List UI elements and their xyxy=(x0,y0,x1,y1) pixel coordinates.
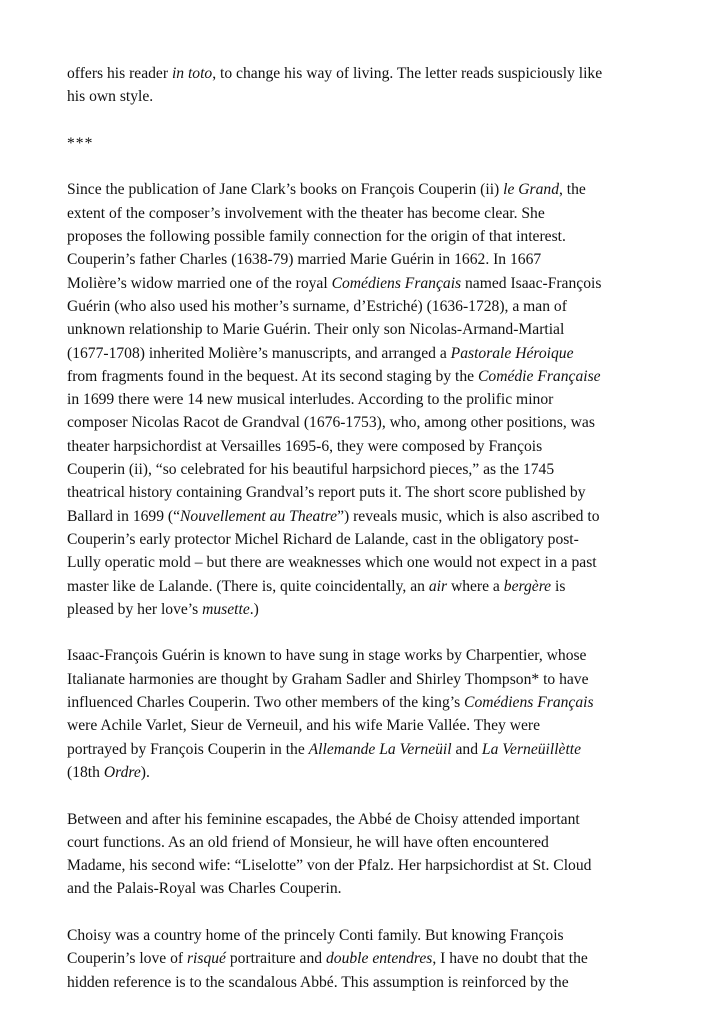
paragraph xyxy=(67,808,647,901)
text-segment: court functions. As an old friend of Monsieur, he will have often encountered xyxy=(67,833,549,851)
text-line xyxy=(67,248,647,271)
text-segment: influenced Charles Couperin. Two other members of the king’s xyxy=(67,694,465,712)
text-line xyxy=(67,575,647,598)
text-segment: Couperin’s early protector Michel Richard de Lalande, cast in the obligatory post- xyxy=(67,530,579,548)
text-segment: Couperin (ii), “so celebrated for his beautiful harpsichord pieces,” as the 1745 xyxy=(67,461,555,479)
text-segment: named Isaac-François xyxy=(461,274,602,292)
text-segment: Between and after his feminine escapades, the Abbé de Choisy attended important xyxy=(67,810,580,828)
text-line xyxy=(67,854,647,877)
text-line xyxy=(67,505,647,528)
text-line xyxy=(67,738,647,761)
italic-text: risqué xyxy=(186,950,226,968)
italic-text: Comédie Française xyxy=(478,367,601,385)
text-segment: theatrical history containing Grandval’s report puts it. The short score published by xyxy=(67,484,586,502)
italic-text: double entendres xyxy=(325,950,433,968)
text-segment: Madame, his second wife: “Liselotte” von der Pfalz. Her harpsichordist at St. Cloud xyxy=(67,857,592,875)
text-segment: were Achile Varlet, Sieur de Verneuil, and his wife Marie Vallée. They were xyxy=(67,717,540,735)
paragraph xyxy=(67,62,647,109)
text-line xyxy=(67,691,647,714)
text-segment: *** xyxy=(67,134,94,152)
text-segment: , I have no doubt that the xyxy=(432,950,588,968)
document-page xyxy=(67,62,647,1017)
italic-text: Nouvellement au Theatre xyxy=(180,507,338,525)
text-line xyxy=(67,924,647,947)
text-line xyxy=(67,411,647,434)
italic-text: Pastorale Héroique xyxy=(450,344,574,362)
text-line xyxy=(67,714,647,737)
text-line xyxy=(67,318,647,341)
text-segment: Molière’s widow married one of the royal xyxy=(67,274,332,292)
text-segment: his own style. xyxy=(67,88,154,106)
text-line xyxy=(67,947,647,970)
italic-text: le Grand xyxy=(503,181,559,199)
paragraph xyxy=(67,924,647,994)
text-segment: Couperin’s love of xyxy=(67,950,187,968)
text-segment: in 1699 there were 14 new musical interludes. According to the prolific minor xyxy=(67,391,554,409)
text-line xyxy=(67,132,647,155)
text-line xyxy=(67,761,647,784)
text-line xyxy=(67,831,647,854)
text-segment: offers his reader xyxy=(67,65,172,82)
text-segment: , to change his way of living. The letter reads suspiciously like xyxy=(212,65,603,82)
text-segment: composer Nicolas Racot de Grandval (1676-1753), who, among other positions, was xyxy=(67,414,595,432)
italic-text: Comédiens Français xyxy=(331,274,462,292)
text-segment: portrayed by François Couperin in the xyxy=(67,740,309,758)
italic-text: Ordre xyxy=(103,763,141,781)
paragraph xyxy=(67,644,647,784)
text-segment: Since the publication of Jane Clark’s books on François Couperin (ii) xyxy=(67,181,504,199)
text-segment: from fragments found in the bequest. At its second staging by the xyxy=(67,367,478,385)
text-line xyxy=(67,342,647,365)
italic-text: Allemande La Verneüil xyxy=(308,740,452,758)
text-segment: .) xyxy=(249,600,259,618)
text-line xyxy=(67,388,647,411)
text-segment: theater harpsichordist at Versailles 1695-6, they were composed by François xyxy=(67,437,543,455)
text-line xyxy=(67,668,647,691)
text-line xyxy=(67,644,647,667)
text-segment: (1677-1708) inherited Molière’s manuscripts, and arranged a xyxy=(67,344,451,362)
text-line xyxy=(67,481,647,504)
text-segment: and the Palais-Royal was Charles Couperin. xyxy=(67,880,342,898)
text-segment: extent of the composer’s involvement with the theater has become clear. She xyxy=(67,204,545,222)
text-segment: Ballard in 1699 (“ xyxy=(67,507,181,525)
text-line xyxy=(67,272,647,295)
italic-text: La Verneüillètte xyxy=(481,740,582,758)
text-line xyxy=(67,971,647,994)
text-line xyxy=(67,85,647,108)
italic-text: musette xyxy=(202,600,250,618)
text-segment: Choisy was a country home of the princely Conti family. But knowing François xyxy=(67,926,564,944)
text-segment: ”) reveals music, which is also ascribed to xyxy=(337,507,600,525)
italic-text: air xyxy=(428,577,448,595)
text-line xyxy=(67,62,647,85)
text-line xyxy=(67,365,647,388)
text-line xyxy=(67,528,647,551)
text-segment: hidden reference is to the scandalous Abbé. This assumption is reinforced by the xyxy=(67,973,569,991)
italic-text: bergère xyxy=(503,577,552,595)
paragraph xyxy=(67,178,647,621)
text-line xyxy=(67,435,647,458)
text-segment: Italianate harmonies are thought by Graham Sadler and Shirley Thompson* to have xyxy=(67,670,589,688)
italic-text: Comédiens Français xyxy=(464,694,594,712)
text-segment: Isaac-François Guérin is known to have sung in stage works by Charpentier, whose xyxy=(67,647,587,665)
text-line xyxy=(67,295,647,318)
text-segment: Lully operatic mold – but there are weaknesses which one would not expect in a past xyxy=(67,554,597,572)
italic-text: in toto xyxy=(171,65,213,82)
text-line xyxy=(67,458,647,481)
text-line xyxy=(67,178,647,201)
text-line xyxy=(67,225,647,248)
text-line xyxy=(67,202,647,225)
text-segment: portraiture and xyxy=(225,950,326,968)
text-segment: ). xyxy=(140,763,150,781)
text-segment: master like de Lalande. (There is, quite coincidentally, an xyxy=(67,577,429,595)
text-line xyxy=(67,808,647,831)
text-line xyxy=(67,877,647,900)
text-line xyxy=(67,551,647,574)
text-segment: (18th xyxy=(67,763,104,781)
text-segment: , the xyxy=(559,181,586,199)
text-segment: Guérin (who also used his mother’s surname, d’Estriché) (1636-1728), a man of xyxy=(67,297,567,315)
text-segment: proposes the following possible family connection for the origin of that interest. xyxy=(67,228,566,246)
text-segment: pleased by her love’s xyxy=(67,600,203,618)
text-line xyxy=(67,598,647,621)
section-separator xyxy=(67,132,647,155)
text-segment: unknown relationship to Marie Guérin. Their only son Nicolas-Armand-Martial xyxy=(67,321,565,339)
text-segment: is xyxy=(551,577,566,595)
text-segment: where a xyxy=(447,577,504,595)
text-segment: and xyxy=(451,740,482,758)
text-segment: Couperin’s father Charles (1638-79) married Marie Guérin in 1662. In 1667 xyxy=(67,251,542,269)
